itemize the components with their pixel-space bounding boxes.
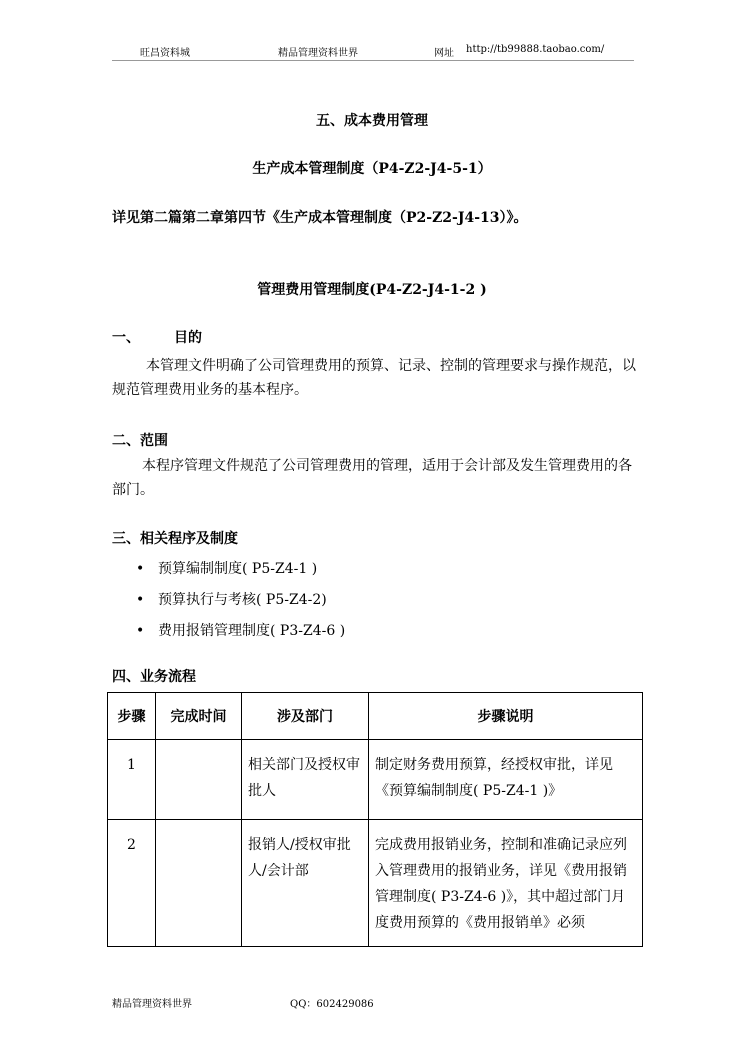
scope-body: 本程序管理文件规范了公司管理费用的管理，适用于会计部及发生管理费用的各部门。 — [112, 458, 632, 498]
header-middle-text: 精品管理资料世界 — [278, 48, 358, 59]
purpose-body: 本管理文件明确了公司管理费用的预算、记录、控制的管理要求与操作规范，以规范管理费用业务的基本程序。 — [112, 358, 636, 398]
column-header-step: 步骤 — [108, 693, 156, 740]
business-flow-table — [107, 692, 643, 947]
footer-left-text: 精品管理资料世界 — [112, 999, 192, 1010]
header-url-label: 网址 — [434, 48, 454, 59]
doc1-title: 生产成本管理制度（P4-Z2-J4-5-1） — [252, 161, 492, 177]
cell-desc: 制定财务费用预算，经授权审批，详见《预算编制制度( P5-Z4-1 )》 — [369, 740, 643, 820]
doc1-reference: 详见第二篇第二章第四节《生产成本管理制度（P2-Z2-J4-13）》。 — [112, 210, 528, 226]
header-left-text: 旺昌资料城 — [140, 48, 190, 59]
related-heading: 三、相关程序及制度 — [112, 531, 238, 547]
header-url-link[interactable]: http://tb99888.taobao.com/ — [466, 44, 605, 55]
column-header-time: 完成时间 — [156, 693, 242, 740]
cell-dept: 相关部门及授权审批人 — [242, 740, 369, 820]
cell-desc: 完成费用报销业务，控制和准确记录应列入管理费用的报销业务，详见《费用报销管理制度( P3-Z4-6 )》，其中超过部门月度费用预算的《费用报销单》必须 — [369, 820, 643, 947]
section-title: 五、成本费用管理 — [316, 113, 428, 129]
cell-step: 2 — [108, 820, 156, 947]
flow-heading: 四、业务流程 — [112, 669, 196, 685]
cell-dept: 报销人/授权审批人/会计部 — [242, 820, 369, 947]
purpose-title: 目的 — [174, 330, 202, 346]
purpose-heading — [112, 327, 202, 347]
table-row — [108, 820, 643, 947]
column-header-dept: 涉及部门 — [242, 693, 369, 740]
related-item: • 费用报销管理制度( P3-Z4-6 ) — [136, 623, 346, 639]
purpose-number: 一、 — [112, 330, 140, 346]
doc2-title: 管理费用管理制度(P4-Z2-J4-1-2 ) — [257, 282, 487, 298]
cell-time — [156, 740, 242, 820]
footer-qq: QQ：602429086 — [290, 999, 374, 1010]
related-item: • 预算执行与考核( P5-Z4-2) — [136, 592, 327, 608]
scope-heading: 二、范围 — [112, 433, 168, 449]
column-header-desc: 步骤说明 — [369, 693, 643, 740]
page-header — [112, 44, 634, 61]
related-item: • 预算编制制度( P5-Z4-1 ) — [136, 561, 318, 577]
cell-step: 1 — [108, 740, 156, 820]
table-row — [108, 740, 643, 820]
table-header-row — [108, 693, 643, 740]
cell-time — [156, 820, 242, 947]
